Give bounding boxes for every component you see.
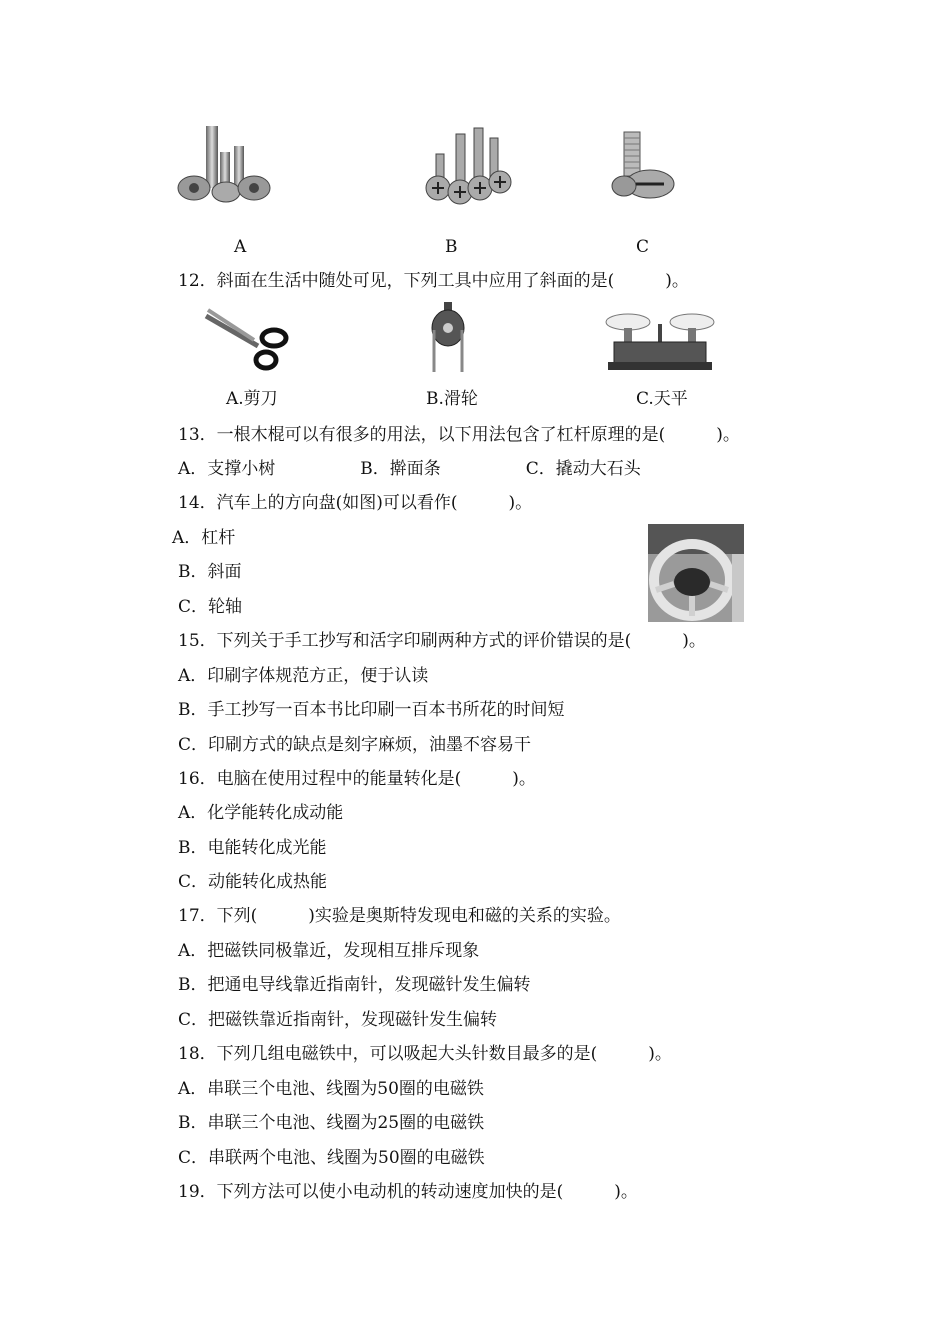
- steering-wheel-image: [648, 524, 744, 622]
- balance-scale-image: [604, 304, 716, 374]
- scissors-image: [204, 306, 290, 372]
- question-13-options: A．支撑小树 B．擀面条 C．撬动大石头: [178, 459, 641, 479]
- question-15-option-b: B．手工抄写一百本书比印刷一百本书所花的时间短: [178, 700, 565, 720]
- question-15-stem: 15．下列关于手工抄写和活字印刷两种方式的评价错误的是( )。: [178, 631, 706, 651]
- question-17-option-b: B．把通电导线靠近指南针，发现磁针发生偏转: [178, 975, 531, 995]
- question-17-option-a: A．把磁铁同极靠近，发现相互排斥现象: [178, 941, 480, 961]
- question-15-option-c: C．印刷方式的缺点是刻字麻烦，油墨不容易干: [178, 735, 532, 755]
- question-18-stem: 18．下列几组电磁铁中，可以吸起大头针数目最多的是( )。: [178, 1044, 672, 1064]
- question-17-stem: 17．下列( )实验是奥斯特发现电和磁的关系的实验。: [178, 906, 621, 926]
- bolts-image-a: [176, 122, 274, 204]
- question-14-option-c: C．轮轴: [178, 597, 243, 617]
- bolt-image-c: [610, 130, 676, 206]
- question-12-option-b: B.滑轮: [426, 389, 478, 409]
- question-18-option-c: C．串联两个电池、线圈为50圈的电磁铁: [178, 1148, 485, 1168]
- question-17-option-c: C．把磁铁靠近指南针，发现磁针发生偏转: [178, 1010, 498, 1030]
- question-12-option-c: C.天平: [636, 389, 688, 409]
- question-19-stem: 19．下列方法可以使小电动机的转动速度加快的是( )。: [178, 1182, 638, 1202]
- question-16-stem: 16．电脑在使用过程中的能量转化是( )。: [178, 769, 536, 789]
- question-16-option-b: B．电能转化成光能: [178, 838, 327, 858]
- question-14-option-b: B．斜面: [178, 562, 242, 582]
- question-15-option-a: A．印刷字体规范方正，便于认读: [178, 666, 429, 686]
- question-18-option-a: A．串联三个电池、线圈为50圈的电磁铁: [178, 1079, 484, 1099]
- image-label-b: B: [445, 237, 458, 257]
- image-label-a: A: [234, 237, 247, 257]
- pulley-image: [426, 300, 470, 374]
- question-13-stem: 13．一根木棍可以有很多的用法，以下用法包含了杠杆原理的是( )。: [178, 425, 740, 445]
- screws-image-b: [414, 124, 514, 208]
- image-label-c: C: [636, 237, 650, 257]
- question-12-stem: 12．斜面在生活中随处可见，下列工具中应用了斜面的是( )。: [178, 271, 689, 291]
- question-14-stem: 14．汽车上的方向盘(如图)可以看作( )。: [178, 493, 533, 513]
- question-16-option-c: C．动能转化成热能: [178, 872, 328, 892]
- question-16-option-a: A．化学能转化成动能: [178, 803, 344, 823]
- question-12-option-a: A.剪刀: [226, 389, 278, 409]
- question-14-option-a: A．杠杆: [172, 528, 236, 548]
- question-18-option-b: B．串联三个电池、线圈为25圈的电磁铁: [178, 1113, 485, 1133]
